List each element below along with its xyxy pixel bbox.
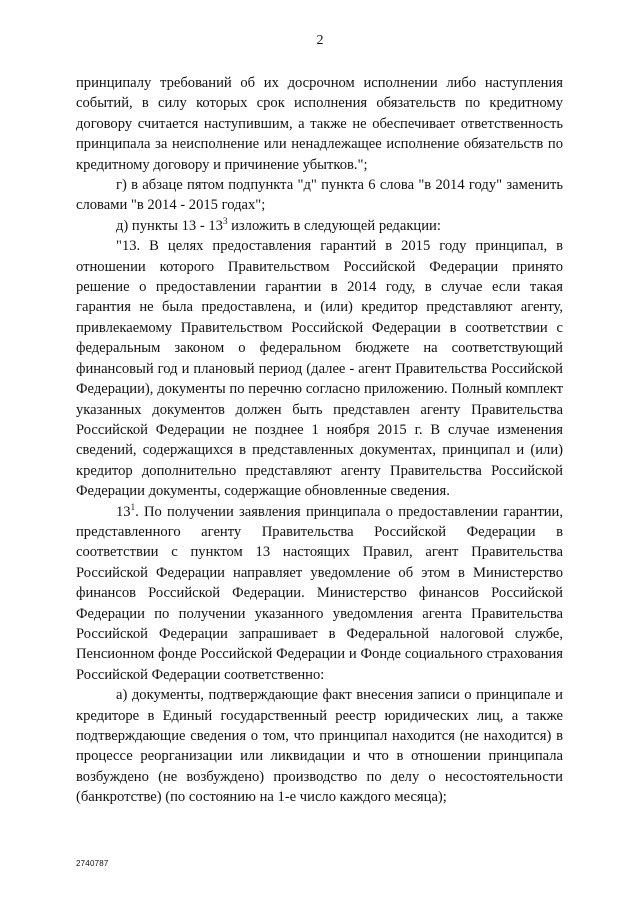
paragraph-3-text-start: д) пункты 13 - 13 (116, 217, 223, 234)
paragraph-1: принципалу требований об их досрочном исполнении либо наступления событий, в силу которых срок исполнения обязательств по кредитному договору считается наступившим, а также не обеспечивает ответственность принципала за неисполнение или ненадлежащее исполнение обязательств по кредитному договору и причинение убытков."; (76, 75, 563, 173)
paragraph-3 (76, 216, 563, 236)
page-number: 2 (316, 33, 324, 48)
paragraph-4-point-13: "13. В целях предоставления гарантий в 2015 году принципал, в отношении которого Правительством Российской Федерации принято решение о предоставлении гарантии в 2014 году, в случае если такая гарантия не была предоставлена, и (или) кредитор представляют агенту, привлекаемому Правительством Российской Федерации в соответствии с федеральным законом о федеральном бюджете на соответствующий финансовый год и плановый период (далее - агент Правительства Российской Федерации), документы по перечню согласно приложению. Полный комплект указанных документов должен быть представлен агенту Правительства Российской Федерации не позднее 1 ноября 2015 г. В случае изменения сведений, содержащихся в представленных документах, принципал и (или) кредитор дополнительно представляют агенту Правительства Российской Федерации документы, содержащие обновленные сведения. (76, 238, 563, 500)
paragraph-6-subpoint-a: а) документы, подтверждающие факт внесения записи о принципале и кредиторе в Единый государственный реестр юридических лиц, а также подтверждающие сведения о том, что принципал находится (не находится) в процессе реорганизации или ликвидации и что в отношении принципала возбуждено (не возбуждено) производство по делу о несостоятельности (банкротстве) (по состоянию на 1-е число каждого месяца); (76, 687, 563, 806)
point-number-superscript: 1 (130, 501, 136, 512)
paragraph-3-superscript: 3 (222, 215, 228, 226)
paragraph-5-point-13-1 (76, 502, 563, 686)
point-number: 13 (116, 503, 131, 520)
paragraph-5-text: . По получении заявления принципала о предоставлении гарантии, представленного агенту Правительства Российской Федерации в соответствии с пунктом 13 настоящих Правил, агент Правительства Российской Федерации направляет уведомление об этом в Министерство финансов Российской Федерации. Министерство финансов Российской Федерации по получении указанного уведомления агента Правительства Российской Федерации запрашивает в Федеральной налоговой службе, Пенсионном фонде Российской Федерации и Фонде социального страхования Российской Федерации соответственно: (76, 503, 563, 683)
paragraph-2: г) в абзаце пятом подпункта "д" пункта 6 слова "в 2014 году" заменить словами "в 2014 - 2015 годах"; (76, 177, 563, 214)
paragraph-3-text-end: изложить в следующей редакции: (227, 217, 441, 234)
document-code: 2740787 (76, 859, 109, 868)
document-body (76, 73, 563, 808)
